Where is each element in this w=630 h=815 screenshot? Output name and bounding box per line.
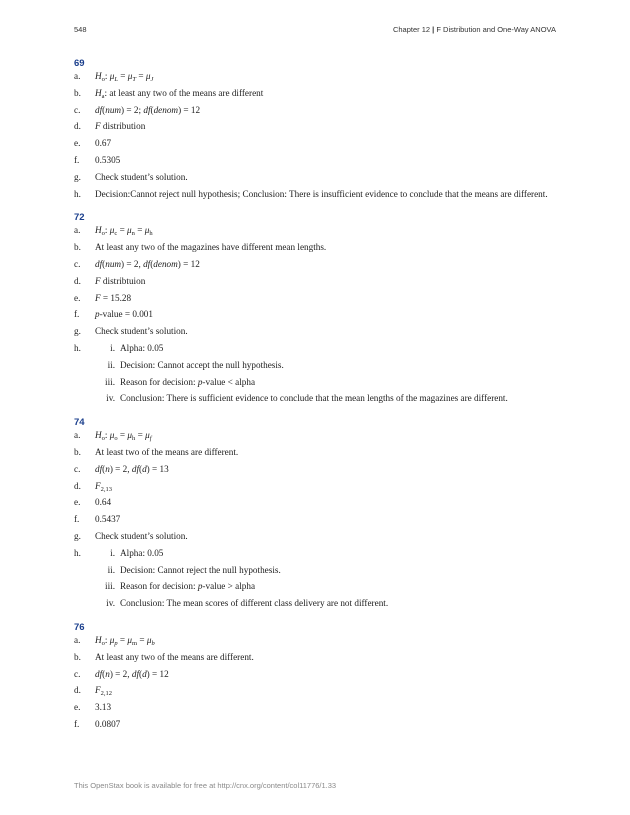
list-item: iii. Reason for decision: p-value > alpha [105,581,256,592]
list-item: f. 0.0807 [74,718,121,729]
running-header: Chapter 12 | F Distribution and One-Way ANOVA [392,25,556,34]
list-item: b. At least two of the means are different. [74,446,239,457]
list-item: d. $F_{2,13}$ [74,480,112,493]
footer-note: This OpenStax book is available for free at http://cnx.org/content/col11776/1.33 [74,781,337,790]
list-item: e. 3.13 [74,702,112,713]
list-item: b. At least any two of the means are different. [74,651,254,662]
list-item: e. F = 15.28 [74,292,132,303]
list-item: b. $H_a$: at least any two of the means are different [74,87,264,100]
list-item: e. 0.67 [74,138,112,149]
list-item: g. Check student’s solution. [74,326,188,337]
list-item: iii. Reason for decision: p-value < alpha [105,376,256,387]
list-item: h. Decision:Cannot reject null hypothesis; Conclusion: There is insufficient evidence to conclude that the means are different. [74,188,548,199]
list-item: a. $H_o$: $\mu_o = \mu_h = \mu_f$ [74,430,152,443]
list-item: a. $H_o$: $\mu_L = \mu_T = \mu_J$ [74,71,154,83]
list-item: d. F distribtuion [74,275,146,286]
list-item: c. df(num) = 2; df(denom) = 12 [74,104,201,115]
list-item: a. $H_o$: $\mu_c = \mu_n = \mu_h$ [74,225,153,238]
list-item: iv. Conclusion: The mean scores of different class delivery are not different. [106,598,389,609]
page-number: 548 [74,25,87,34]
list-item: g. Check student’s solution. [74,530,188,541]
list-item: c. df(num) = 2, df(denom) = 12 [74,258,200,269]
list-item: f. p-value = 0.001 [74,309,153,320]
list-item: ii. Decision: Cannot reject the null hypothesis. [107,564,281,575]
list-item: a. $H_o$: $\mu_p = \mu_m = \mu_b$ [74,634,155,647]
list-item: f. 0.5305 [74,154,121,165]
list-item: c. df(n) = 2, df(d) = 13 [74,463,169,474]
problem-number-74: 74 [74,417,85,429]
list-item: b. At least any two of the magazines have different mean lengths. [74,242,327,253]
list-item: g. Check student’s solution. [74,171,188,182]
solutions-list [74,58,556,735]
list-item: ii. Decision: Cannot accept the null hypothesis. [107,359,284,370]
list-item: c. df(n) = 2, df(d) = 12 [74,668,169,679]
problem-number-76: 76 [74,621,85,633]
list-item: e. 0.64 [74,497,112,508]
problem-number-69: 69 [74,58,85,69]
list-item: d. $F_{2,12}$ [74,685,112,698]
list-item: iv. Conclusion: There is sufficient evidence to conclude that the mean lengths of the magazines are different. [106,393,508,404]
list-item: h. i. Alpha: 0.05 [74,547,164,558]
list-item: f. 0.5437 [74,514,121,525]
list-item: h. i. Alpha: 0.05 [74,342,164,353]
problem-number-72: 72 [74,212,85,224]
list-item: d. F distribution [74,121,146,132]
